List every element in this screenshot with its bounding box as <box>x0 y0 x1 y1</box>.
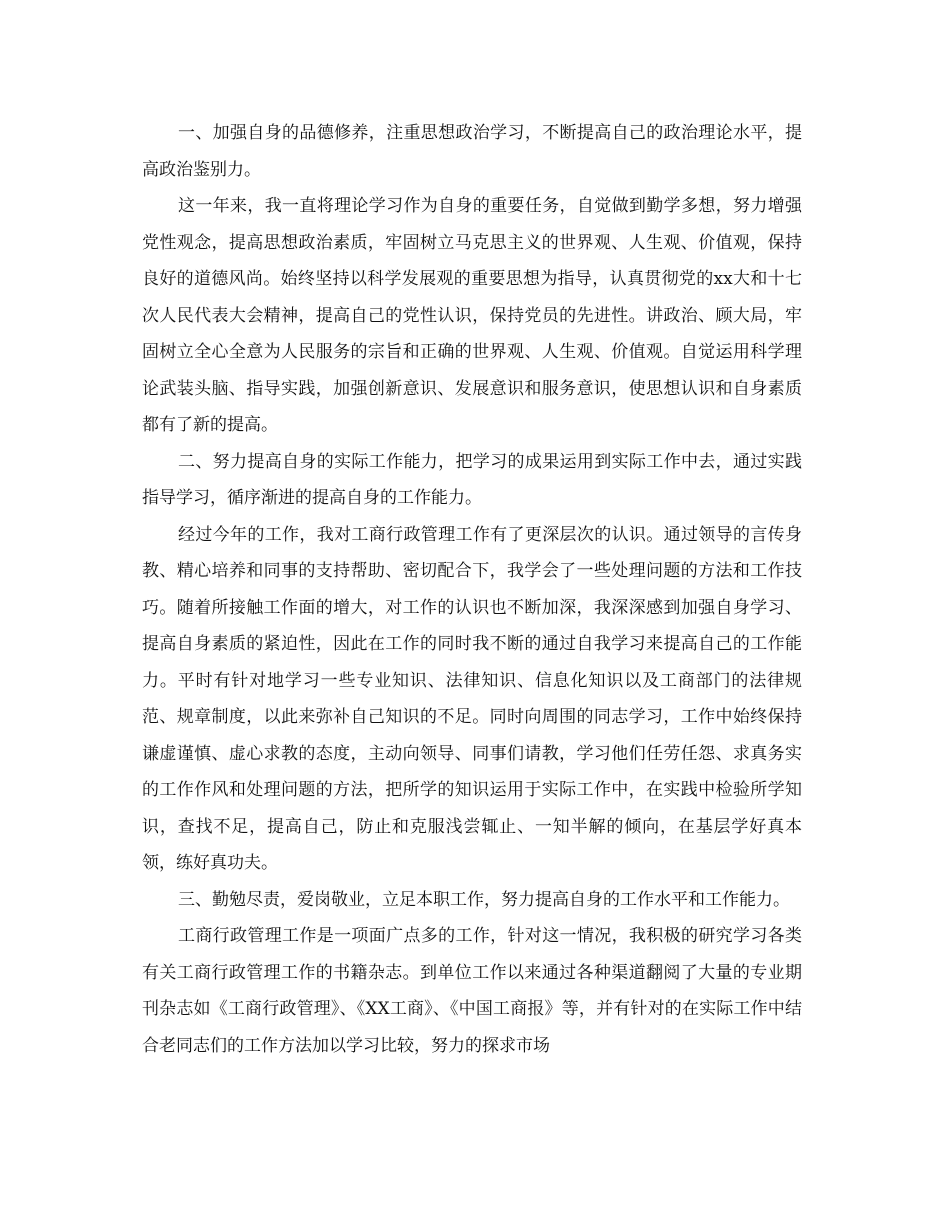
paragraph: 经过今年的工作，我对工商行政管理工作有了更深层次的认识。通过领导的言传身教、精心培养和同事的支持帮助、密切配合下，我学会了一些处理问题的方法和工作技巧。随着所接触工作面的增大，对工作的认识也不断加深，我深深感到加强自身学习、提高自身素质的紧迫性，因此在工作的同时我不断的通过自我学习来提高自己的工作能力。平时有针对地学习一些专业知识、法律知识、信息化知识以及工商部门的法律规范、规章制度，以此来弥补自己知识的不足。同时向周围的同志学习，工作中始终保持谦虚谨慎、虚心求教的态度，主动向领导、同事们请教，学习他们任劳任怨、求真务实的工作作风和处理问题的方法，把所学的知识运用于实际工作中，在实践中检验所学知识，查找不足，提高自己，防止和克服浅尝辄止、一知半解的倾向，在基层学好真本领，练好真功夫。 <box>142 524 802 873</box>
document-body <box>142 115 802 1064</box>
section-heading-2: 二、努力提高自身的实际工作能力，把学习的成果运用到实际工作中去，通过实践指导学习，循序渐进的提高自身的工作能力。 <box>142 451 802 508</box>
section-heading-1: 一、加强自身的品德修养，注重思想政治学习，不断提高自己的政治理论水平，提高政治鉴别力。 <box>142 123 802 180</box>
paragraph: 工商行政管理工作是一项面广点多的工作，针对这一情况，我积极的研究学习各类有关工商行政管理工作的书籍杂志。到单位工作以来通过各种渠道翻阅了大量的专业期刊杂志如《工商行政管理》、《XX工商》、《中国工商报》等，并有针对的在实际工作中结合老同志们的工作方法加以学习比较，努力的探求市场 <box>142 926 802 1056</box>
section-heading-3: 三、勤勉尽责，爱岗敬业，立足本职工作，努力提高自身的工作水平和工作能力。 <box>178 889 790 910</box>
paragraph: 这一年来，我一直将理论学习作为自身的重要任务，自觉做到勤学多想，努力增强党性观念，提高思想政治素质，牢固树立马克思主义的世界观、人生观、价值观，保持良好的道德风尚。始终坚持以科学发展观的重要思想为指导，认真贯彻党的xx大和十七次人民代表大会精神，提高自己的党性认识，保持党员的先进性。讲政治、顾大局，牢固树立全心全意为人民服务的宗旨和正确的世界观、人生观、价值观。自觉运用科学理论武装头脑、指导实践，加强创新意识、发展意识和服务意识，使思想认识和自身素质都有了新的提高。 <box>142 196 802 435</box>
